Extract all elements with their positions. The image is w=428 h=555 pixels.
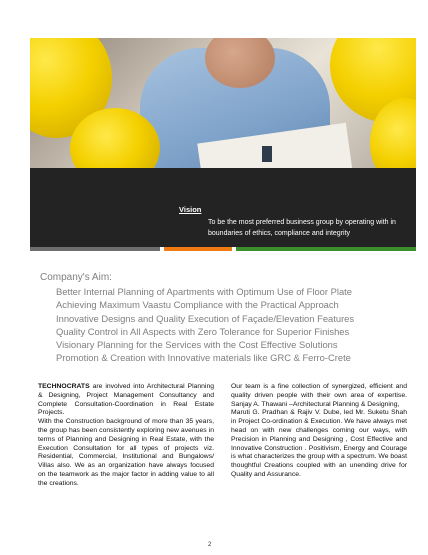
vision-text: To be the most preferred business group by operating with in boundaries of ethics, compliance and integrity	[208, 219, 396, 237]
about-paragraph	[38, 383, 214, 418]
vision-title: Vision	[179, 205, 202, 214]
brand-name: TECHNOCRATS	[38, 383, 90, 390]
divider-gray	[30, 247, 160, 251]
aim-item: Achieving Maximum Vaastu Compliance with the Practical Approach	[56, 299, 339, 311]
about-text: are involved into Architectural Planning & Designing, Project Management Consultancy and Complete Consultation-Coordination in Real Estate Projects.	[38, 383, 214, 417]
divider-green	[236, 247, 416, 251]
hero-photo	[30, 38, 416, 168]
page-number: 2	[208, 542, 212, 548]
aim-item: Quality Control in All Aspects with Zero Tolerance for Superior Finishes	[56, 325, 350, 337]
aim-item: Promotion & Creation with Innovative materials like GRC & Ferro-Crete	[56, 352, 351, 364]
aim-title: Company's Aim:	[40, 272, 112, 283]
about-column-left	[38, 383, 214, 489]
wristwatch	[262, 146, 272, 162]
team-paragraph: Our team is a fine collection of synergized, efficient and quality driven people with their own area of expertise. Sanjay A. Thawani –Architectural Planning & Designing,	[231, 383, 407, 408]
aim-list	[56, 285, 354, 365]
aim-item: Better Internal Planning of Apartments with Optimum Use of Floor Plate	[56, 286, 352, 297]
aim-item: Visionary Planning for the Services with the Cost Effective Solutions	[56, 339, 338, 351]
team-paragraph: Maruti G. Pradhan & Rajiv V. Dube, led Mr. Suketu Shah in Project Co-ordination & Execution. We have always met head on with new challenges coming our ways, with Precision in Planning and Designing , Cost Effective and Innovative Construction . Positivism, Energy and Courage is what characterizes the group with a spectrum. We boast thoughtful Creations coupled with an unending drive for Quality and Assurance.	[231, 409, 407, 478]
about-paragraph: With the Construction background of more than 35 years, the group has been consistently exploring new avenues in terms of Planning and Designing in Real Estate, with the Execution Consultation for all types of projects viz. Residential, Commercial, Institutional and Bungalows/ Villas also. We as an organization have always focused on the teamwork as the major factor in adding value to all the creations.	[38, 418, 214, 487]
vision-band	[30, 168, 416, 247]
divider-orange	[164, 247, 232, 251]
team-column-right	[231, 383, 407, 480]
aim-item: Innovative Designs and Quality Execution of Façade/Elevation Features	[56, 312, 355, 324]
